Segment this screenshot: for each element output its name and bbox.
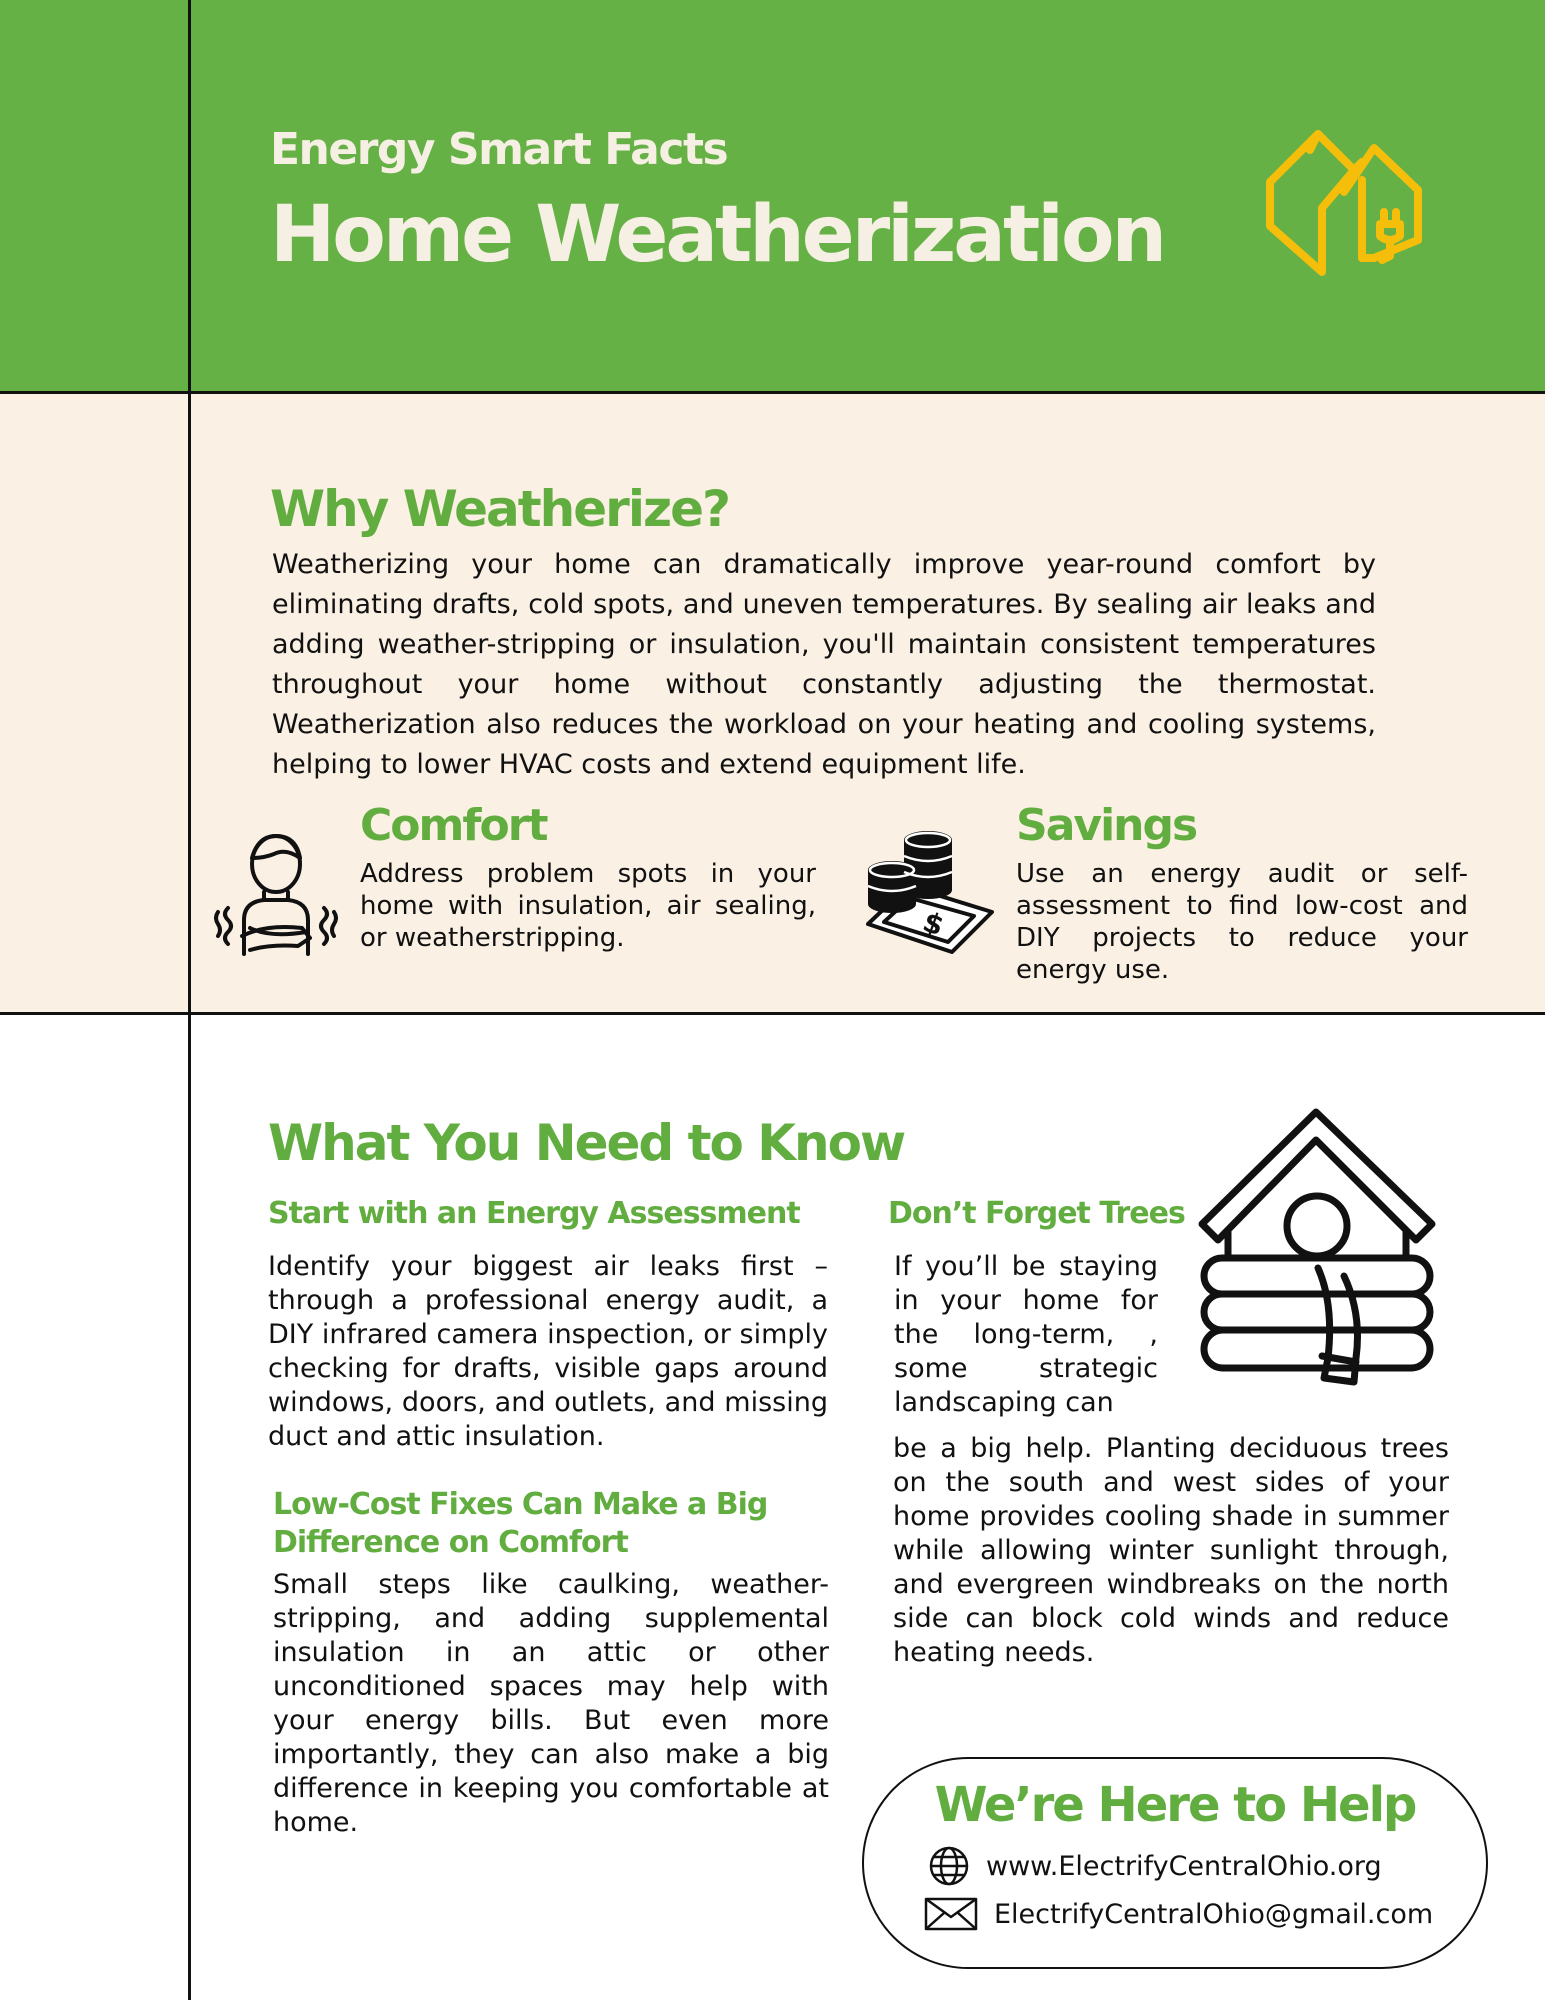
left-vertical-rule bbox=[188, 0, 191, 2000]
fixes-body: Small steps like caulking, weather-stripping, and adding supplemental insulation in an attic or other unconditioned spaces may help with your energy bills. But even more importantly, they can also make a big difference in keeping you comfortable at home. bbox=[273, 1569, 829, 1838]
shivering-person-icon bbox=[214, 828, 338, 956]
money-coins-icon bbox=[864, 828, 996, 954]
comfort-heading: Comfort bbox=[360, 800, 547, 851]
header-divider bbox=[0, 391, 1545, 394]
why-body: Weatherizing your home can dramatically improve year-round comfort by eliminating drafts, cold spots, and uneven temperatures. By sealing air leaks and adding weather-stripping or insulation, you'll maintain consistent temperatures throughout your home without constantly adjusting the thermostat. Weatherization also reduces the workload on your heating and cooling systems, helping to lower HVAC costs and extend equipment life. bbox=[272, 549, 1376, 780]
know-heading: What You Need to Know bbox=[268, 1114, 905, 1172]
why-heading: Why Weatherize? bbox=[270, 480, 729, 538]
contact-heading: We’re Here to Help bbox=[934, 1777, 1416, 1833]
trees-body-part2: be a big help. Planting deciduous trees on the south and west sides of your home provides cooling shade in summer while allowing winter sunlight through, and evergreen windbreaks on the north side can block cold winds and reduce heating needs. bbox=[893, 1433, 1449, 1668]
envelope-icon bbox=[924, 1897, 978, 1931]
fixes-heading-line2: Difference on Comfort bbox=[273, 1525, 628, 1560]
svg-text:$: $ bbox=[918, 904, 949, 943]
globe-icon bbox=[928, 1845, 970, 1887]
contact-card bbox=[862, 1757, 1488, 1969]
header-subtitle: Energy Smart Facts bbox=[270, 124, 728, 175]
trees-heading: Don’t Forget Trees bbox=[888, 1196, 1185, 1231]
assessment-heading: Start with an Energy Assessment bbox=[268, 1196, 800, 1231]
page-title: Home Weatherization bbox=[270, 190, 1165, 280]
website-row[interactable] bbox=[928, 1845, 1382, 1887]
assessment-body: Identify your biggest air leaks first – through a professional energy audit, a DIY infrared camera inspection, or simply checking for drafts, visible gaps around windows, doors, and outlets, and missing duct and attic insulation. bbox=[268, 1251, 828, 1452]
insulated-house-scarf-icon bbox=[1194, 1108, 1440, 1386]
section-divider bbox=[0, 1012, 1545, 1015]
savings-body: Use an energy audit or self-assessment to find low-cost and DIY projects to reduce your energy use. bbox=[1016, 859, 1468, 985]
comfort-body: Address problem spots in your home with insulation, air sealing, or weatherstripping. bbox=[360, 859, 816, 953]
website-link[interactable]: www.ElectrifyCentralOhio.org bbox=[986, 1850, 1382, 1882]
savings-heading: Savings bbox=[1016, 800, 1197, 851]
fixes-heading bbox=[273, 1486, 767, 1562]
house-plug-icon bbox=[1262, 128, 1426, 276]
email-link[interactable]: ElectrifyCentralOhio@gmail.com bbox=[994, 1898, 1434, 1930]
email-row[interactable] bbox=[924, 1897, 1433, 1931]
trees-body-part1: If you’ll be staying in your home for the long-term, , some strategic landscaping can bbox=[894, 1251, 1158, 1418]
fixes-heading-line1: Low-Cost Fixes Can Make a Big bbox=[273, 1487, 768, 1522]
